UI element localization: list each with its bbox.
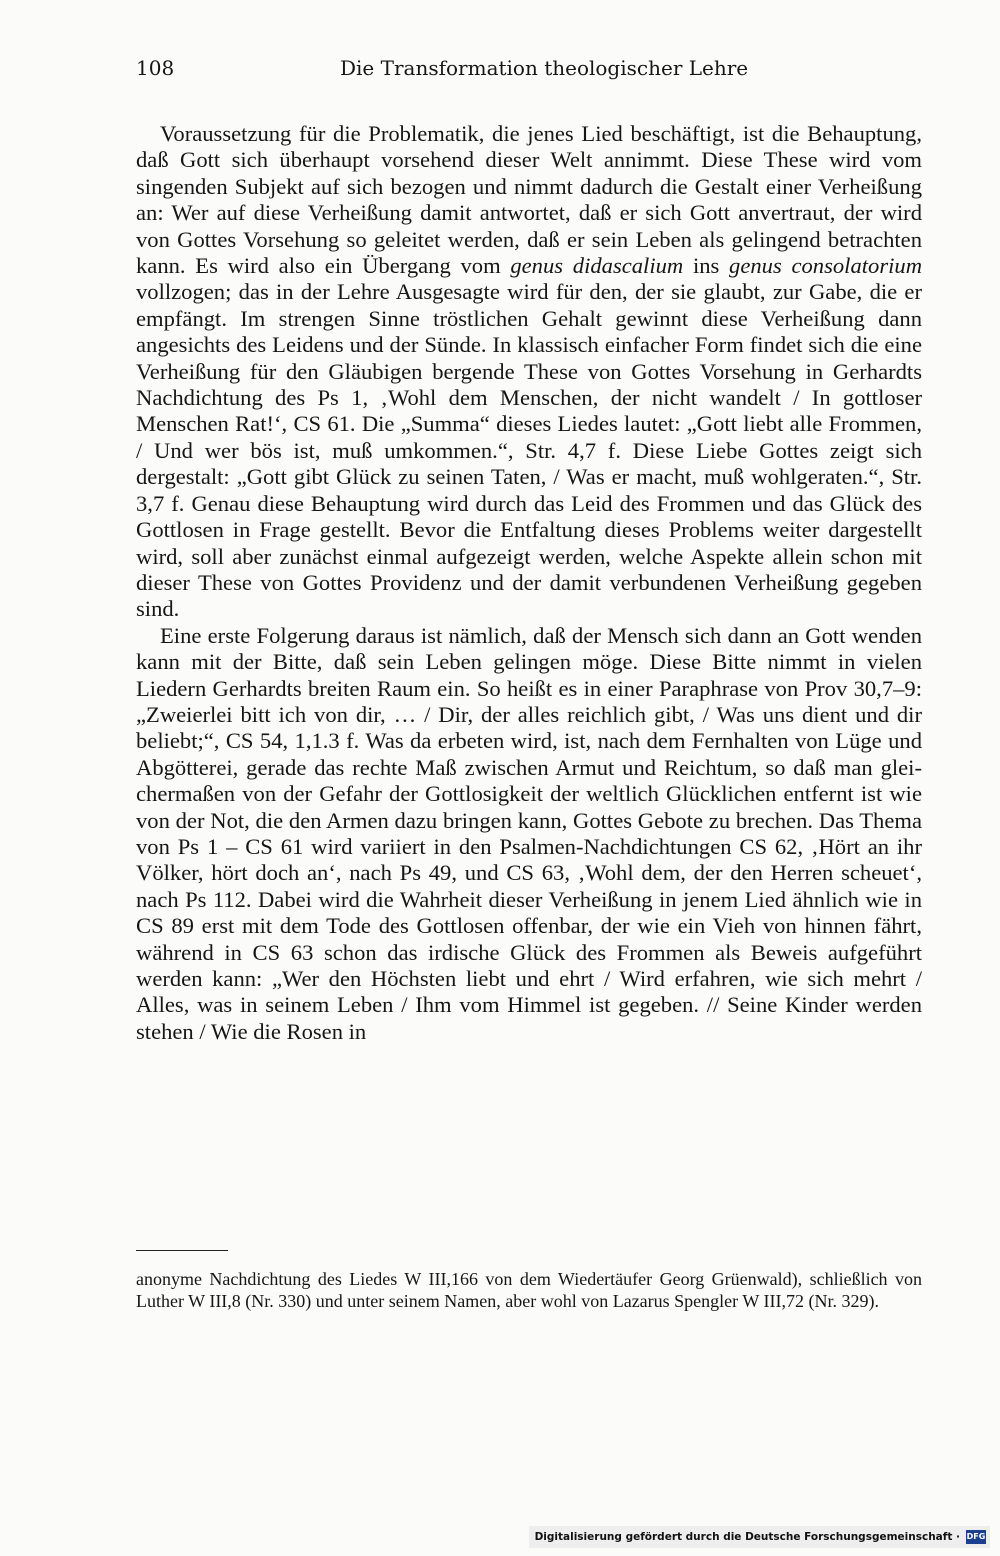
running-title: Die Transformation theologischer Lehre [340, 56, 749, 80]
paragraph-1-part-b: ins [692, 253, 720, 279]
dfg-logo-icon: DFG [966, 1530, 986, 1544]
paragraph-2: Eine erste Folgerung daraus ist nämlich, daß der Mensch sich dann an Gott wenden kann mit der Bitte, daß sein Leben gelingen möge. Diese Bitte nimmt in vielen Liedern Gerhardts breiten Raum ein. So heißt es in einer Paraphrase von Prov 30,7–9: „Zweierlei bitt ich von dir, … / Dir, der alles reichlich gibt, / Was uns dient und dir beliebt;“, CS 54, 1,1.3 f. Was da erbeten wird, ist, nach dem Fernhalten von Lüge und Abgötterei, gerade das rechte Maß zwischen Armut und Reichtum, so daß man gleichermaßen von der Gefahr der Gottlosigkeit der weltlich Glücklichen entfernt ist wie von der Not, die den Armen dazu bringen kann, Gottes Gebote zu brechen. Das Thema von Ps 1 – CS 61 wird variiert in den Psalmen-Nachdichtungen CS 62, ‚Hört an ihr Völker, hört doch an‘, nach Ps 49, und CS 63, ‚Wohl dem, der den Herren scheuet‘, nach Ps 112. Dabei wird die Wahrheit dieser Verheißung in jenem Lied ähnlich wie in CS 89 erst mit dem Tode des Gottlosen offenbar, der wie ein Vieh von hinnen fährt, während in CS 63 schon das irdische Glück des Frommen als Beweis aufgeführt werden kann: „Wer den Höchsten liebt und ehrt / Wird erfahren, wie sich mehrt / Alles, was in seinem Leben / Ihm vom Himmel ist gegeben. // Seine Kinder werden stehen / Wie die Rosen in [136, 622, 922, 1044]
digitization-credit [529, 1526, 990, 1548]
paragraph-1 [136, 121, 922, 623]
running-head [136, 56, 922, 86]
footnote-rule [136, 1250, 228, 1251]
page-number: 108 [136, 56, 175, 80]
body-text [136, 121, 922, 1045]
italic-term-consolatorium: genus consolatorium [729, 253, 923, 279]
paragraph-1-part-a: Voraussetzung für die Problematik, die jenes Lied beschäftigt, ist die Behauptung, daß Gott sich überhaupt vorsehend dieser Welt annimmt. Diese These wird vom singenden Subjekt auf sich bezogen und nimmt dadurch die Gestalt einer Verheißung an: Wer auf diese Verheißung damit antwortet, daß er sich Gott anvertraut, der wird von Gottes Vorsehung so geleitet werden, daß er sein Leben als gelingend betrachten kann. Es wird also ein Übergang vom [136, 121, 922, 279]
credit-text: Digitalisierung gefördert durch die Deutsche Forschungsgemeinschaft · [534, 1531, 960, 1543]
italic-term-didascalium: genus didascalium [510, 253, 684, 279]
paragraph-1-part-c: vollzogen; das in der Lehre Ausgesagte wird für den, der sie glaubt, zur Gabe, die er empfängt. Im strengen Sinne tröstlichen Gehalt gewinnt diese Verheißung dann angesichts des Leidens und der Sünde. In klassisch einfacher Form findet sich die eine Verheißung für den Gläubigen bergende These von Gottes Vorsehung in Gerhardts Nachdichtung des Ps 1, ‚Wohl dem Menschen, der nicht wandelt / In gottloser Menschen Rat!‘, CS 61. Die „Summa“ dieses Liedes lautet: „Gott liebt alle Frommen, / Und wer bös ist, muß umkommen.“, Str. 4,7 f. Diese Liebe Gottes zeigt sich dergestalt: „Gott gibt Glück zu seinen Taten, / Was er macht, muß wohlgeraten.“, Str. 3,7 f. Genau diese Behauptung wird durch das Leid des Frommen und das Glück des Gottlosen in Frage gestellt. Bevor die Entfaltung dieses Problems weiter dargestellt wird, soll aber zunächst einmal aufgezeigt werden, welche Aspekte allein schon mit dieser These von Gottes Providenz und der damit verbundenen Verheißung gegeben sind. [136, 279, 922, 622]
footnote: anonyme Nachdichtung des Liedes W III,166 von dem Wiedertäufer Georg Grüenwald), schließlich von Luther W III,8 (Nr. 330) und unter seinem Namen, aber wohl von Lazarus Spengler W III,72 (Nr. 329). [136, 1269, 922, 1312]
